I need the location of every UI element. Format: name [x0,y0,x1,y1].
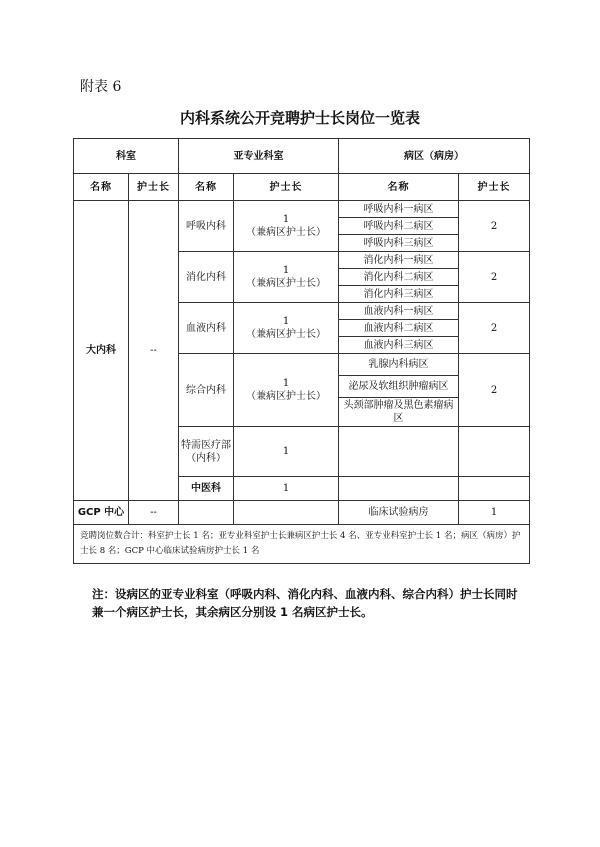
footnote: 注：设病区的亚专业科室（呼吸内科、消化内科、血液内科、综合内科）护士长同时兼一个病区护士长，其余病区分别设 1 名病区护士长。 [92,587,518,619]
ward-count: 1 [459,501,530,525]
header-dept-head: 护士长 [129,174,179,201]
ward-name: 血液内科一病区 [339,303,459,320]
ward-count: 2 [459,252,530,303]
ward-name: 血液内科二病区 [339,320,459,337]
empty-cell [234,501,339,525]
ward-name-empty [339,427,459,477]
ward-count-empty [459,427,530,477]
ward-count: 2 [459,303,530,354]
sub-name: 消化内科 [179,252,234,303]
sub-name: 呼吸内科 [179,201,234,252]
table-row [74,501,530,525]
header-ward-name: 名称 [339,174,459,201]
dept-name: 大内科 [74,201,129,501]
ward-count: 2 [459,201,530,252]
ward-name: 呼吸内科一病区 [339,201,459,218]
ward-name: 泌尿及软组织肿瘤病区 [339,376,459,398]
header-ward-head: 护士长 [459,174,530,201]
header-row-main [74,139,530,174]
summary-text: 竞聘岗位数合计：科室护士长 1 名；亚专业科室护士长兼病区护士长 4 名、亚专业科室护士长 1 名；病区（病房）护士长 8 名；GCP 中心临床试验病房护士长 1 名 [74,525,530,564]
table-row [74,201,530,218]
dept-count: -- [129,501,179,525]
sub-count: 1 （兼病区护士长） [234,252,339,303]
ward-name: 呼吸内科三病区 [339,235,459,252]
empty-cell [179,501,234,525]
dept-count: 1 [234,477,339,501]
dept-name: 中医科 [179,477,234,501]
ward-name: 血液内科三病区 [339,337,459,354]
sub-count: 1 （兼病区护士长） [234,201,339,252]
header-sub-head: 护士长 [234,174,339,201]
ward-name: 消化内科一病区 [339,252,459,269]
appendix-label: 附表 6 [80,79,122,95]
ward-name: 消化内科三病区 [339,286,459,303]
header-sub: 亚专业科室 [179,139,339,174]
sub-count: 1 [234,427,339,477]
ward-name: 消化内科二病区 [339,269,459,286]
ward-name: 临床试验病房 [339,501,459,525]
header-sub-name: 名称 [179,174,234,201]
summary-row [74,525,530,564]
ward-name: 头颈部肿瘤及黑色素瘤病区 [339,398,459,427]
sub-name: 综合内科 [179,354,234,427]
ward-name: 乳腺内科病区 [339,354,459,376]
header-dept-name: 名称 [74,174,129,201]
sub-count: 1 （兼病区护士长） [234,354,339,427]
header-dept: 科室 [74,139,179,174]
sub-name: 血液内科 [179,303,234,354]
empty-cell [339,477,459,501]
dept-name: GCP 中心 [74,501,129,525]
dept-count: -- [129,201,179,501]
ward-count: 2 [459,354,530,427]
header-row-sub [74,174,530,201]
empty-cell [459,477,530,501]
positions-table [73,138,530,564]
header-ward: 病区（病房） [339,139,530,174]
ward-name: 呼吸内科二病区 [339,218,459,235]
sub-count: 1 （兼病区护士长） [234,303,339,354]
sub-name: 特需医疗部（内科） [179,427,234,477]
page-title: 内科系统公开竞聘护士长岗位一览表 [179,109,420,127]
